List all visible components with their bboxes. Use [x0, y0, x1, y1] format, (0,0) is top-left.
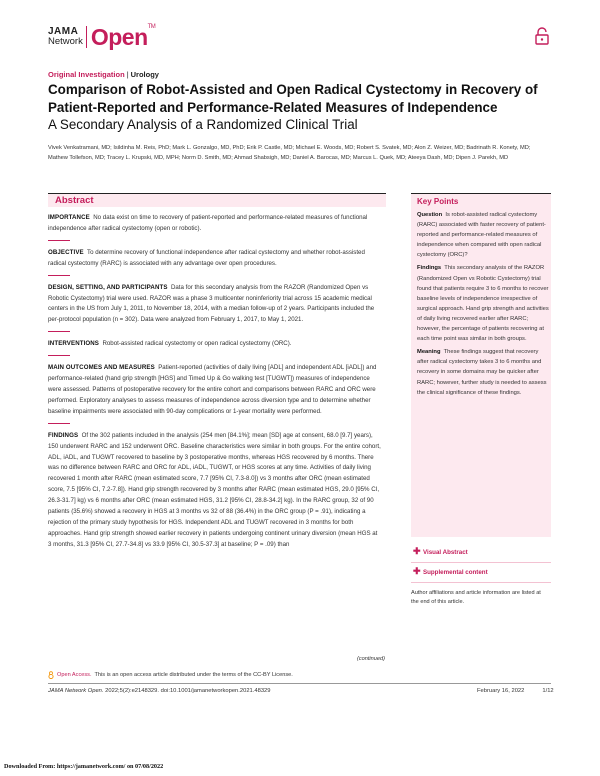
abstract-design [48, 283, 381, 327]
supplemental-content-label: Supplemental content [423, 569, 488, 576]
plus-icon: ✚ [413, 566, 421, 576]
section-text: To determine recovery of functional independence after radical cystectomy and whether robot-assisted radical cystectomy (RARC) is associated with any advantage over open procedures. [48, 248, 365, 267]
open-access-icon [48, 671, 54, 679]
key-points-question [417, 210, 549, 260]
abstract-interventions [48, 339, 381, 350]
footer-doi[interactable]: 2022;5(2):e2148329. doi:10.1001/jamanetworkopen.2021.48329 [105, 688, 271, 694]
footer-date: February 16, 2022 [477, 688, 525, 694]
footer-rule [48, 683, 551, 684]
footer-citation [48, 688, 271, 694]
paragraph-divider [48, 240, 70, 241]
article-specialty: Urology [130, 70, 159, 79]
section-text: Robot-assisted radical cystectomy or open radical cystectomy (ORC). [102, 340, 292, 348]
supplemental-content-link[interactable] [411, 563, 551, 583]
logo-open: Open™ [90, 23, 156, 50]
key-points-heading: Key Points [417, 197, 459, 206]
footer-journal: JAMA Network Open. [48, 688, 104, 694]
key-points-body [417, 210, 549, 401]
paragraph-divider [48, 275, 70, 276]
key-points-findings [417, 263, 549, 344]
paragraph-divider [48, 355, 70, 356]
article-category [48, 70, 159, 79]
visual-abstract-label: Visual Abstract [423, 549, 468, 556]
logo-network: Network [48, 36, 83, 47]
visual-abstract-link[interactable] [411, 543, 551, 563]
kp-label: Question [417, 212, 443, 218]
continued-note: (continued) [357, 656, 385, 662]
open-lock-icon [535, 27, 549, 45]
download-stamp: Downloaded From: https://jamanetwork.com/ on 07/08/2022 [4, 763, 164, 770]
jama-network-open-logo[interactable] [48, 24, 155, 50]
open-access-text: This is an open access article distributed under the terms of the CC-BY License. [94, 672, 293, 678]
section-label: DESIGN, SETTING, AND PARTICIPANTS [48, 283, 168, 291]
side-links [411, 543, 551, 607]
open-access-link[interactable]: Open Access. [57, 672, 92, 678]
abstract-body [48, 213, 381, 551]
key-points-meaning [417, 347, 549, 397]
abstract-outcomes [48, 363, 381, 418]
paragraph-divider [48, 423, 70, 424]
open-access-row [48, 671, 293, 679]
kp-label: Meaning [417, 349, 441, 356]
section-text: Of the 302 patients included in the analysis (254 men [84.1%]; mean [SD] age at consent, 68.0 [9.7] years), 150 underwent RARC and 152 underwent ORC. Baseline characteristics were similar in both groups. For the entire cohort, ADL, iADL, and TUGWT recovered to baseline by 3 postoperative months, whereas HGS recovered by 6 months. There was no difference between RARC and ORC for ADL, iADL, TUGWT, or HGS scores at any time. Activities of daily living recovered 1 month after RARC (mean estimated score, 7.7 [95% CI, 7.3-8.0]) vs 3 months after ORC (mean estimated score, 7.5 [95% CI, 7.2-7.8]). Hand grip strength recovered by 3 months after RARC (mean estimated HGS, 29.0 [95% CI, 26.3-31.7] kg) vs 6 months after ORC (mean estimated HGS, 31.2 [95% CI, 28.8-34.2] kg). In the RARC group, 32 of 90 patients (35.6%) showed a recovery in HGS at 3 months vs 32 of 88 (36.4%) in the ORC group (P = .91), indicating a rejection of the primary study hypothesis for HGS. Independent ADL and TUGWT recovered in 3 months for both approaches. Hand grip strength showed earlier recovery in patients undergoing continent urinary diversion (mean HGS at 3 months, 31.3 [95% CI, 27.7-34.8] vs 33.9 [95% CI, 30.5-37.3] at baseline; P = .09) than [48, 431, 381, 548]
section-text: Data for this secondary analysis from the RAZOR (Randomized Open vs Robotic Cystectomy) trial were used. RAZOR was a phase 3 multicenter noninferiority trial across 15 academic medical centers in the US from July 1, 2011, to November 18, 2014, with a median follow-up of 2 years. Participants included the per-protocol population (n = 302). Data were analyzed from February 1, 2017, to May 1, 2021. [48, 283, 375, 324]
category-separator: | [126, 70, 129, 79]
logo-jama: JAMA [48, 26, 79, 37]
author-affiliations-note: Author affiliations and article information are listed at the end of this article. [411, 590, 541, 606]
kp-text: Is robot-assisted radical cystectomy (RARC) associated with faster recovery of patient-reported and performance-related measures of independence when compared with open radical cystectomy (ORC)? [417, 212, 546, 259]
article-type[interactable]: Original Investigation [48, 70, 125, 79]
section-text: No data exist on time to recovery of patient-reported and performance-related measures of functional independence after radical cystectomy (open or robotic). [48, 214, 368, 232]
abstract-heading-bar [48, 193, 386, 207]
kp-label: Findings [417, 265, 442, 272]
author-list: Vivek Venkatramani, MD; Isildinha M. Reis, PhD; Mark L. Gonzalgo, MD, PhD; Erik P. Castle, MD; Michael E. Woods, MD; Robert S. Svatek, MD; Alon Z. Weizer, MD; Badrinath R. Konety, MD; Mathew Tollefson, MD; Tracey L. Krupski, MD, MPH; Norm D. Smith, MD; Ahmad Shabsigh, MD; Daniel A. Barocas, MD; Marcus L. Quek, MD; Ateeya Dash, MD; Dipen J. Parekh, MD [48, 145, 531, 162]
logo-divider [86, 26, 87, 48]
section-label: MAIN OUTCOMES AND MEASURES [48, 364, 155, 372]
section-text: Patient-reported (activities of daily living [ADL] and independent ADL [iADL]) and performance-related (hand grip strength [HGS] and Timed Up & Go walking test [TUGWT]) measures of independence were assessed. Patterns of postoperative recovery for the entire cohort and comparisons between RARC and ORC were performed. Exploratory analyses to assess measures of independence across diversion type and to determine whether baseline impairments were associated with 90-day complications or 1-year mortality were performed. [48, 364, 377, 415]
article-title: Comparison of Robot-Assisted and Open Radical Cystectomy in Recovery of Patient-Reported and Performance-Related Measures of Independence [48, 82, 538, 115]
section-label: FINDINGS [48, 431, 79, 439]
section-label: IMPORTANCE [48, 214, 90, 221]
kp-text: This secondary analysis of the RAZOR (Randomized Open vs Robotic Cystectomy) trial found that patients require 3 to 6 months to recover baseline levels of independence irrespective of surgical approach. Hand grip strength and activities of daily living recovered earlier after RARC; however, the percentage of patients recovering at each time point was similar in both groups. [417, 265, 549, 343]
abstract-objective [48, 248, 381, 270]
abstract-importance [48, 213, 381, 235]
abstract-heading: Abstract [55, 195, 94, 206]
plus-icon: ✚ [413, 546, 421, 556]
abstract-findings [48, 431, 381, 551]
paragraph-divider [48, 331, 70, 332]
section-label: INTERVENTIONS [48, 340, 100, 348]
footer-page: 1/12 [542, 688, 554, 694]
section-label: OBJECTIVE [48, 248, 84, 256]
footer-date-page [477, 688, 554, 694]
logo-trademark: TM [147, 23, 156, 30]
logo-wordmark [48, 27, 83, 47]
article-subtitle: A Secondary Analysis of a Randomized Clinical Trial [48, 117, 358, 132]
kp-text: These findings suggest that recovery after radical cystectomy takes 3 to 6 months and recovery in some domains may be quicker after RARC; however, further study is needed to assess the clinical significance of these findings. [417, 349, 547, 396]
key-points-box [411, 193, 551, 537]
